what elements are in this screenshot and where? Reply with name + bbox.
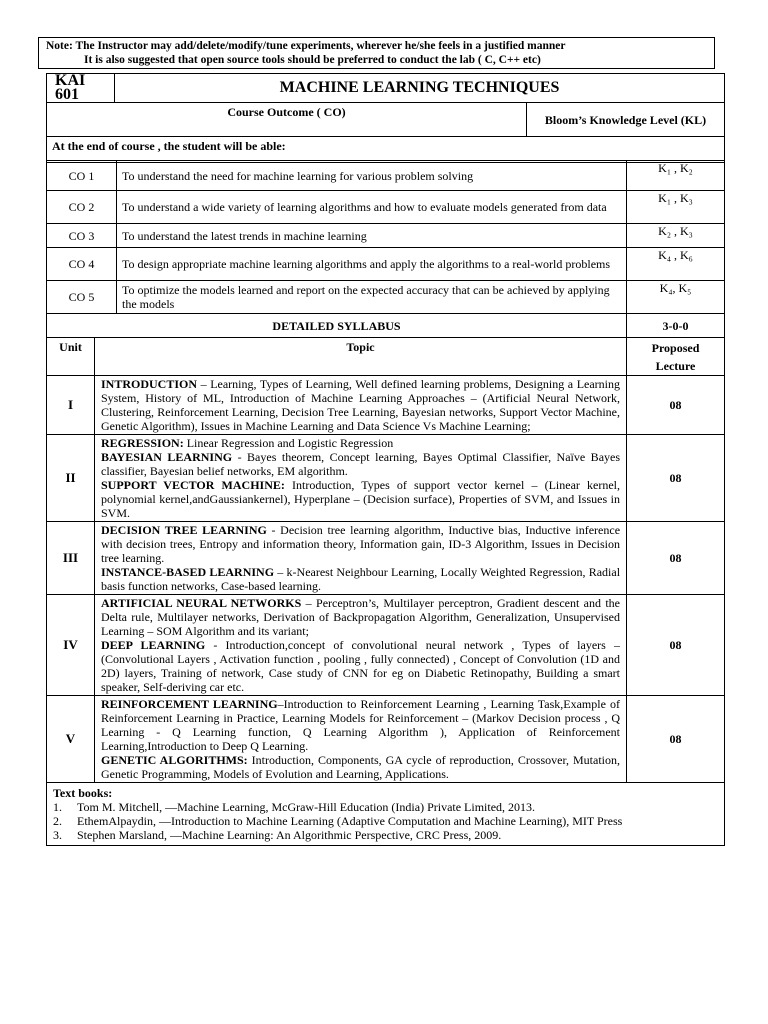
outcome-id: CO 5 xyxy=(47,281,117,314)
topic-column-header: Topic xyxy=(95,338,627,376)
detailed-syllabus-header: DETAILED SYLLABUS xyxy=(47,314,627,338)
unit-topics xyxy=(95,696,627,783)
unit-number: I xyxy=(47,376,95,435)
syllabus-unit-row xyxy=(47,435,725,522)
unit-topics xyxy=(95,522,627,595)
course-title: MACHINE LEARNING TECHNIQUES xyxy=(115,74,725,103)
topic-body: Linear Regression and Logistic Regression xyxy=(183,436,394,450)
note-line-2: It is also suggested that open source tools should be preferred to conduct the lab ( C, C++ etc) xyxy=(84,54,541,66)
textbooks-header: Text books: xyxy=(53,786,113,800)
syllabus-columns-row xyxy=(47,338,725,376)
unit-topics xyxy=(95,595,627,696)
textbook-item xyxy=(53,814,718,828)
textbook-number: 2. xyxy=(53,814,62,828)
topic-body: Introduction, Types of support vector kernel – (Linear kernel, polynomial kernel,andGaussiankernel), Hyperplane – (Decision surface), Properties of SVM, and Issues in SVM. xyxy=(101,478,621,520)
lecture-column-header: Proposed Lecture xyxy=(627,338,725,376)
topic-heading: DEEP LEARNING xyxy=(101,638,206,652)
topic-heading: GENETIC ALGORITHMS: xyxy=(101,753,248,767)
course-outcome-header: Course Outcome ( CO) xyxy=(47,103,527,137)
outcome-header-row xyxy=(47,103,725,137)
unit-number: III xyxy=(47,522,95,595)
topic-part xyxy=(101,450,620,478)
topic-part xyxy=(101,638,620,694)
topic-body: – Learning, Types of Learning, Well defined learning problems, Designing a Learning System, History of ML, Introduction of Machine Learning Approaches – (Artificial Neural Network, Clustering, Reinforcement Learning, Decision Tree Learning, Bayesian networks, Support Vector Machine, Genetic Algorithm), Issues in Machine Learning and Data Science Vs Machine Learning; xyxy=(101,377,621,433)
course-outcome-row xyxy=(47,224,725,248)
outcome-id: CO 1 xyxy=(47,161,117,191)
unit-number: IV xyxy=(47,595,95,696)
topic-part xyxy=(101,523,620,565)
unit-lecture-count: 08 xyxy=(627,522,725,595)
syllabus-unit-row xyxy=(47,522,725,595)
outcome-id: CO 4 xyxy=(47,248,117,281)
textbook-number: 3. xyxy=(53,828,62,842)
topic-part xyxy=(101,596,620,638)
textbook-number: 1. xyxy=(53,800,62,814)
unit-topics xyxy=(95,376,627,435)
topic-body: – Perceptron’s, Multilayer perceptron, Gradient descent and the Delta rule, Multilayer networks, Derivation of Backpropagation Algorithm, Generalization, Unsupervised Learning – SOM Algorithm and its variant; xyxy=(101,596,621,638)
outcome-text: To understand the need for machine learning for various problem solving xyxy=(117,161,627,191)
intro-row xyxy=(47,137,725,163)
outcome-text: To understand a wide variety of learning algorithms and how to evaluate models generated from data xyxy=(117,191,627,224)
unit-column-header: Unit xyxy=(47,338,95,376)
topic-heading: DECISION TREE LEARNING xyxy=(101,523,267,537)
unit-number: II xyxy=(47,435,95,522)
outcome-text: To design appropriate machine learning algorithms and apply the algorithms to a real-world problems xyxy=(117,248,627,281)
instructor-note xyxy=(38,37,715,69)
syllabus-unit-row xyxy=(47,376,725,435)
unit-lecture-count: 08 xyxy=(627,696,725,783)
outcome-knowledge-level: K₁ , K₂ xyxy=(627,161,725,191)
outcome-knowledge-level: K₁ , K₃ xyxy=(627,191,725,224)
unit-lecture-count: 08 xyxy=(627,376,725,435)
outcome-text: To optimize the models learned and report on the expected accuracy that can be achieved by applying the models xyxy=(117,281,627,314)
course-outcome-row xyxy=(47,281,725,314)
outcome-id: CO 2 xyxy=(47,191,117,224)
outcome-knowledge-level: K₄, K₅ xyxy=(627,281,725,314)
unit-topics xyxy=(95,435,627,522)
topic-part xyxy=(101,436,620,450)
topic-heading: BAYESIAN LEARNING xyxy=(101,450,233,464)
course-outcome-row xyxy=(47,161,725,191)
topic-body: Introduction, Components, GA cycle of reproduction, Crossover, Mutation, Genetic Programming, Models of Evolution and Learning, Applications. xyxy=(101,753,621,781)
topic-body: – k-Nearest Neighbour Learning, Locally Weighted Regression, Radial basis function networks, Case-based learning. xyxy=(101,565,621,593)
syllabus-unit-row xyxy=(47,696,725,783)
textbooks-row xyxy=(47,783,725,846)
textbook-text: EthemAlpaydin, ―Introduction to Machine Learning (Adaptive Computation and Machine Learning), MIT Press xyxy=(77,814,623,828)
note-line-1: Note: The Instructor may add/delete/modify/tune experiments, wherever he/she feels in a justified manner xyxy=(46,40,566,52)
ltp-value: 3-0-0 xyxy=(627,314,725,338)
unit-lecture-count: 08 xyxy=(627,595,725,696)
topic-heading: ARTIFICIAL NEURAL NETWORKS xyxy=(101,596,302,610)
course-title-row xyxy=(47,74,725,103)
topic-heading: REGRESSION: xyxy=(101,436,184,450)
textbook-item xyxy=(53,828,718,842)
unit-number: V xyxy=(47,696,95,783)
outcomes-syllabus-table xyxy=(46,160,725,846)
topic-heading: REINFORCEMENT LEARNING xyxy=(101,697,278,711)
outcome-knowledge-level: K₄ , K₆ xyxy=(627,248,725,281)
syllabus-table xyxy=(46,73,725,163)
topic-part xyxy=(101,478,620,520)
textbook-text: Stephen Marsland, ―Machine Learning: An Algorithmic Perspective, CRC Press, 2009. xyxy=(77,828,502,842)
topic-heading: INSTANCE-BASED LEARNING xyxy=(101,565,275,579)
course-intro: At the end of course , the student will be able: xyxy=(47,137,725,163)
knowledge-level-header: Bloom’s Knowledge Level (KL) xyxy=(527,103,725,137)
topic-body: - Bayes theorem, Concept learning, Bayes Optimal Classifier, Naïve Bayes classifier, Bayesian belief networks, EM algorithm. xyxy=(101,450,621,478)
unit-lecture-count: 08 xyxy=(627,435,725,522)
textbook-item xyxy=(53,800,718,814)
outcome-knowledge-level: K₂ , K₃ xyxy=(627,224,725,248)
textbooks-section xyxy=(47,783,725,846)
topic-body: - Decision tree learning algorithm, Inductive bias, Inductive inference with decision trees, Entropy and information theory, Information gain, ID-3 Algorithm, Issues in Decision tree learning. xyxy=(101,523,621,565)
topic-part xyxy=(101,753,620,781)
outcome-id: CO 3 xyxy=(47,224,117,248)
outcome-text: To understand the latest trends in machine learning xyxy=(117,224,627,248)
course-outcome-row xyxy=(47,191,725,224)
topic-heading: SUPPORT VECTOR MACHINE: xyxy=(101,478,285,492)
topic-heading: INTRODUCTION xyxy=(101,377,198,391)
topic-body: - Introduction,concept of convolutional neural network , Types of layers – (Convolutional Layers , Activation function , pooling , fully connected) , Concept of Convolution (1D and 2D) layers, Training of network, Case study of CNN for eg on Diabetic Retinopathy, Building a smart speaker, Self-deriving car etc. xyxy=(101,638,621,694)
syllabus-unit-row xyxy=(47,595,725,696)
topic-part xyxy=(101,697,620,753)
textbook-text: Tom M. Mitchell, ―Machine Learning, McGraw-Hill Education (India) Private Limited, 2013. xyxy=(77,800,536,814)
topic-part xyxy=(101,377,620,433)
syllabus-header-row xyxy=(47,314,725,338)
topic-body: –Introduction to Reinforcement Learning , Learning Task,Example of Reinforcement Learning in Practice, Learning Models for Reinforcement – (Markov Decision process , Q Learning - Q Learning function, Q Learning Algorithm ), Application of Reinforcement Learning,Introduction to Deep Q Learning. xyxy=(101,697,621,753)
topic-part xyxy=(101,565,620,593)
course-outcome-row xyxy=(47,248,725,281)
course-code: KAI 601 xyxy=(47,74,115,103)
